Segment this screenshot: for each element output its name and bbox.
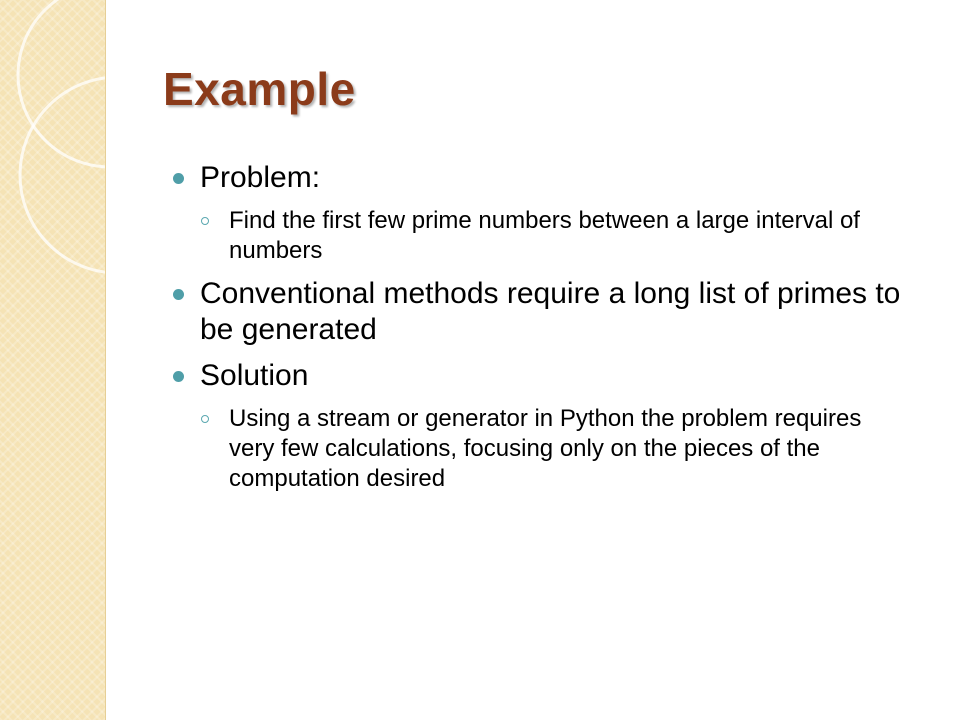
- sub-bullet-ring-icon: [201, 415, 209, 423]
- sub-bullet-ring-icon: [201, 217, 209, 225]
- bullet-item-solution: [173, 358, 913, 394]
- sub-bullet-item-find-primes: [201, 206, 913, 266]
- sub-bullet-item-stream-generator: [201, 404, 913, 494]
- sub-bullet-text: Find the first few prime numbers between a large interval of numbers: [229, 207, 860, 264]
- bullet-dot-icon: [173, 371, 184, 382]
- decorative-circles-icon: [0, 0, 105, 720]
- decorative-side-band: [0, 0, 106, 720]
- sub-bullet-text: Using a stream or generator in Python the problem requires very few calculations, focusing only on the pieces of the computation desired: [229, 405, 862, 492]
- bullet-text: Problem:: [200, 161, 321, 194]
- bullet-item-conventional-methods: [173, 276, 913, 348]
- bullet-dot-icon: [173, 289, 184, 300]
- bullet-dot-icon: [173, 173, 184, 184]
- slide-body: [173, 160, 913, 504]
- bullet-text: Solution: [200, 359, 309, 392]
- bullet-item-problem: [173, 160, 913, 196]
- bullet-text: Conventional methods require a long list of primes to be generated: [200, 277, 901, 346]
- slide-title: Example: [163, 63, 356, 115]
